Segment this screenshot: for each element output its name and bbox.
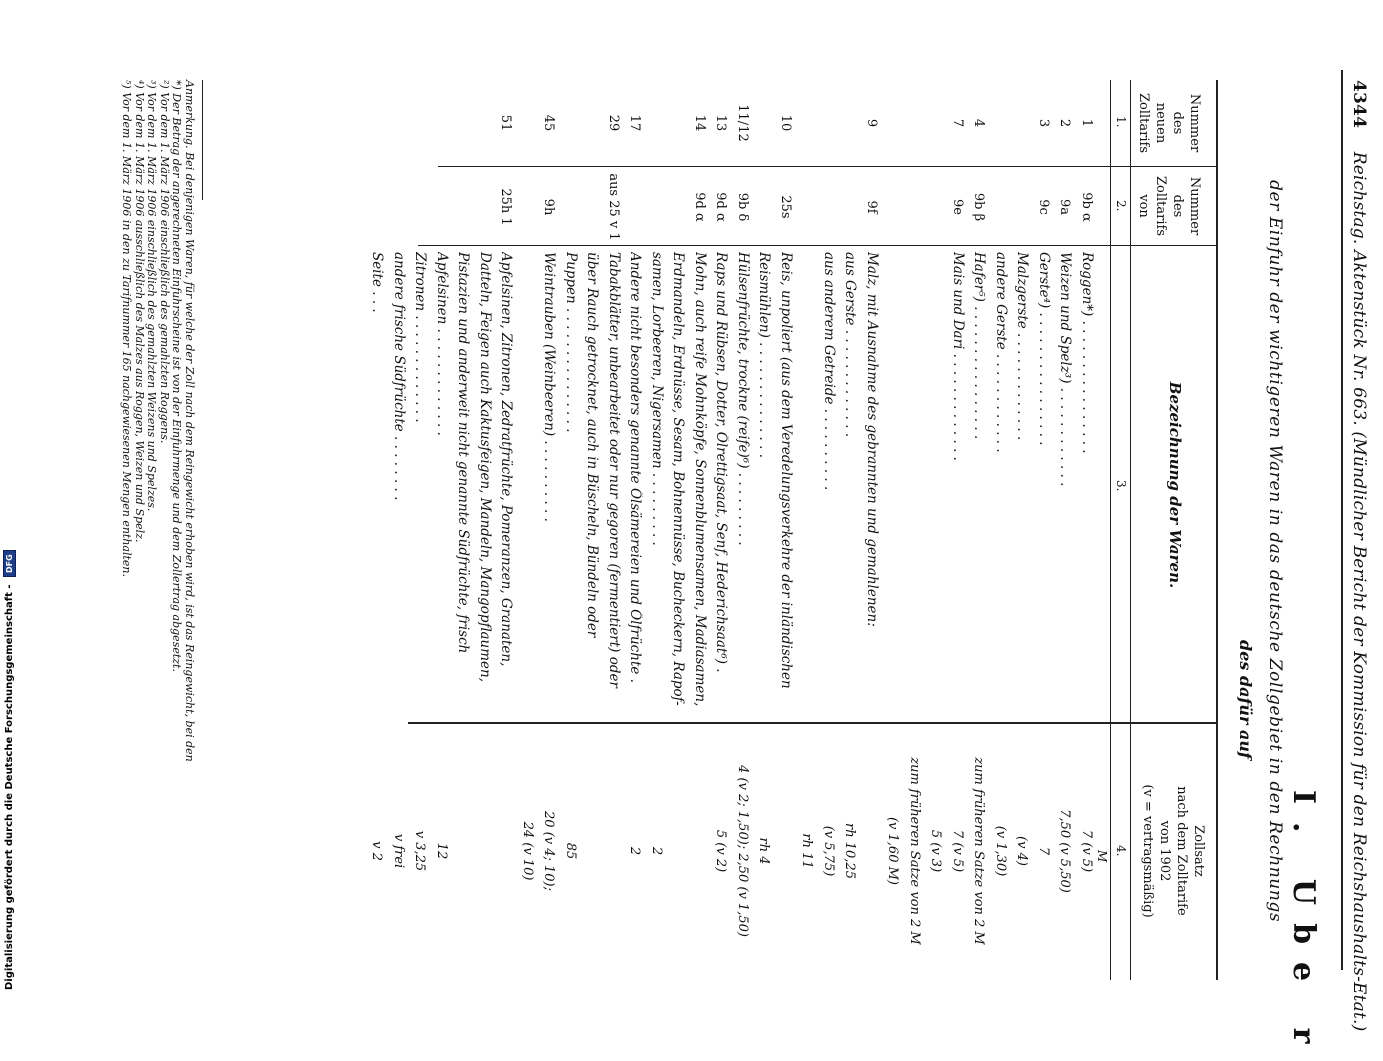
col1-header: [1135, 82, 1203, 164]
footnote: ⁴) Vor dem 1. März 1906 ausschließlich des Malzes aus Roggen, Weizen und Spelz.: [133, 80, 146, 543]
table-row: [1052, 80, 1074, 980]
row-desc: Malzgerste . . . . . . . . . . . . .: [1014, 252, 1031, 441]
row-desc: Apfelsinen . . . . . . . . . . . . .: [434, 252, 450, 436]
row-n1: 4: [971, 118, 987, 128]
row-rate: 4 (v 2; 1,50); 2,50 (v 1,50): [735, 765, 750, 937]
table-row: [708, 80, 730, 980]
row-rate: v 2: [369, 841, 385, 861]
col2-header-line: von: [1136, 194, 1151, 218]
row-rate: 20 (v 4; 10);: [541, 811, 557, 891]
title-line-2: des dafür auf: [1236, 640, 1255, 759]
section-title: I. Ube r: [1286, 790, 1321, 1061]
row-desc: Seite . . .: [369, 252, 386, 313]
table-row: [450, 80, 472, 980]
digitization-credit: [4, 550, 15, 990]
row-n1: 29: [606, 114, 621, 132]
row-rate: 2: [649, 846, 664, 856]
row-desc: aus Gerste . . . . . . . . . . . . .: [842, 252, 859, 438]
table-row: [816, 80, 838, 980]
row-rate: 7,50 (v 5,50): [1057, 809, 1073, 893]
table-row: [536, 80, 558, 980]
row-n1: 10: [778, 114, 793, 132]
row-n1: 45: [541, 114, 557, 132]
table-row: [988, 80, 1010, 980]
header-rule: [1341, 70, 1343, 970]
row-rate: (v 1,30): [993, 825, 1008, 877]
row-n1: 7: [950, 118, 965, 128]
table-row: [601, 80, 623, 980]
table-row: [859, 80, 881, 980]
row-desc: Reis, unpoliert (aus dem Veredelungsverkehre der inländischen: [778, 252, 794, 689]
row-n1: 9: [864, 118, 879, 128]
row-n2: 9h: [541, 198, 557, 216]
table-row: [579, 80, 601, 980]
row-desc: Andere nicht besonders genannte Ölsämereien und Ölfrüchte .: [627, 252, 644, 683]
row-rate: zum früheren Satze von 2 M: [907, 757, 922, 945]
footnote: *) Der Betrag der angerechneten Einfuhrscheine ist von der Einfuhrmenge und dem Zollertrag abgesetzt.: [170, 80, 184, 672]
row-desc: Mais und Dari . . . . . . . . . . . . .: [950, 252, 966, 461]
table-row: [429, 80, 451, 980]
row-desc: Malz, mit Ausnahme des gebrannten und gemahlenen:: [864, 252, 880, 627]
table-row: [644, 80, 666, 980]
col2-header-line: Nummer: [1187, 176, 1202, 236]
col1-header-line: neuen: [1153, 102, 1168, 144]
table-row: [1009, 80, 1031, 980]
row-n1: 1: [1079, 118, 1094, 128]
table-top-rule: [1216, 80, 1218, 980]
unit-label: M: [1095, 850, 1109, 863]
row-rate: zum früheren Satze von 2 M: [971, 757, 987, 945]
row-desc: Weintrauben (Weinbeeren) . . . . . . . . . .: [541, 252, 558, 522]
row-n2: 9c: [1036, 199, 1051, 215]
row-rate: v frei: [391, 833, 406, 869]
row-rate: 85: [563, 842, 578, 860]
row-desc: Roggen*) . . . . . . . . . . . . . . . .: [1079, 252, 1095, 454]
row-n2: 25h 1: [498, 188, 514, 226]
page-number: 4344: [1349, 80, 1369, 129]
row-n2: 9a: [1057, 198, 1073, 216]
row-desc: andere Gerste . . . . . . . . . . . .: [993, 252, 1009, 453]
row-rate: rh 10,25: [842, 823, 858, 879]
col2-header-line: Zolltarifs: [1153, 175, 1168, 236]
row-n1: 3: [1036, 118, 1051, 128]
row-rate: (v 5,75): [821, 825, 836, 877]
credit-text: Digitalisierung gefördert durch die Deutsche Forschungsgemeinschaft -: [4, 584, 15, 990]
row-rate: (v 4): [1014, 836, 1030, 866]
row-desc: Datteln, Feigen auch Kaktusfeigen, Mandeln, Mangopflaumen,: [477, 252, 493, 683]
table-row: [1031, 80, 1053, 980]
row-n2: 25s: [778, 195, 793, 219]
row-n1: 51: [498, 114, 514, 132]
row-rate: 7 (v 5): [950, 829, 965, 873]
table-row: [407, 80, 429, 980]
col4-header-line: nach dem Zolltarife: [1174, 786, 1189, 916]
row-rate: 7: [1036, 846, 1051, 856]
table-row: [558, 80, 580, 980]
row-desc: Erdmandeln, Erdnüsse, Sesam, Bohnennüsse, Bucheckern, Rapof-: [670, 252, 687, 706]
row-n1: 2: [1057, 118, 1073, 128]
col-number-4: 4.: [1114, 845, 1128, 857]
row-desc: Apfelsinen, Zitronen, Zedratfrüchte, Pomeranzen, Granaten,: [498, 252, 515, 667]
row-n2: 9d α: [692, 192, 707, 222]
row-n2: 9b δ: [735, 192, 750, 222]
dfg-logo-icon: DFG: [3, 550, 16, 577]
table-row: [493, 80, 515, 980]
row-n1: 17: [627, 114, 643, 132]
row-desc: über Rauch getrocknet, auch in Büscheln, Bündeln oder: [584, 252, 601, 638]
title-line-1: der Einfuhr der wichtigeren Waren in das deutsche Zollgebiet in den Rechnungs: [1265, 180, 1285, 923]
col4-header-line: Zollsatz: [1191, 825, 1206, 877]
row-rate: 5 (v 2): [713, 829, 729, 873]
row-desc: Pistazien und anderweit nicht genannte Südfrüchte, frisch: [455, 252, 472, 654]
row-desc: Reismühlen) . . . . . . . . . . . . . .: [756, 252, 773, 459]
row-desc: Zitronen . . . . . . . . . . . . .: [412, 252, 429, 423]
row-n2: 9b β: [971, 192, 987, 222]
row-n2: 9e: [950, 199, 965, 215]
table-row: [751, 80, 773, 980]
footnotes: [120, 80, 195, 980]
row-desc: Raps und Rübsen, Dotter, Ölrettigsaat, Senf, Hederichsaat⁶) .: [713, 252, 730, 673]
row-desc: Tabakblätter, unbearbeitet oder nur gegoren (fermentiert) oder: [606, 252, 622, 688]
row-n1: 14: [692, 114, 707, 132]
row-rate: 7 (v 5): [1079, 829, 1094, 873]
col1-header-line: Zolltarifs: [1136, 92, 1151, 153]
row-n1: 11/12: [735, 104, 750, 142]
row-rate: 2: [627, 846, 643, 856]
running-header: [1349, 80, 1369, 1031]
table-row: [902, 80, 924, 980]
col3-header: Bezeichnung der Waren.: [1166, 381, 1184, 589]
row-n2: 9b α: [1079, 192, 1094, 222]
row-rate: 5 (v 3): [928, 829, 944, 873]
row-rate: 12: [434, 842, 449, 860]
row-desc: Hafer⁵) . . . . . . . . . . . . . . . .: [971, 252, 988, 440]
table-row: [472, 80, 494, 980]
footnote: ²) Vor dem 1. März 1906 einschließlich des gemahlzten Roggens.: [158, 80, 171, 444]
row-rate: rh 4: [756, 837, 772, 865]
column-number-rule: [1130, 80, 1131, 980]
row-n2: 9f: [864, 200, 879, 214]
footnote: ⁵) Vor dem 1. März 1906 in den zu Tarifnummer 165 nachgewiesenen Mengen enthalten.: [120, 80, 134, 578]
col4-header: [1139, 726, 1207, 976]
table-row: [665, 80, 687, 980]
col1-header-line: des: [1170, 111, 1185, 135]
row-desc: samen, Lorbeeren, Nigersamen . . . . . . . . .: [649, 252, 665, 546]
row-rate: (v 1,60 M): [885, 816, 901, 885]
row-desc: andere frische Südfrüchte . . . . . . . .: [391, 252, 407, 501]
col-number-2: 2.: [1114, 200, 1128, 212]
table-row: [794, 80, 816, 980]
row-rate: rh 11: [799, 833, 815, 869]
table-row: [966, 80, 988, 980]
table-row: [515, 80, 537, 980]
table-row: [945, 80, 967, 980]
running-title: Reichstag. Aktenstück Nr. 663. (Mündlicher Bericht der Kommission für den Reichshaushalts-Etat.): [1349, 151, 1369, 1032]
row-desc: Hülsenfrüchte, trockne (reife)⁶) . . . . . . . . .: [735, 252, 751, 546]
table-row: [773, 80, 795, 980]
table-row: [880, 80, 902, 980]
row-desc: aus anderem Getreide . . . . . . . . . .: [821, 252, 837, 491]
col1-header-line: Nummer: [1187, 93, 1202, 153]
col-number-3: 3.: [1114, 480, 1128, 492]
row-rate: 24 (v 10): [520, 821, 535, 881]
row-desc: Mohn, auch reife Mohnköpfe, Sonnenblumensamen, Madiasamen,: [692, 252, 708, 707]
col2-header-line: des: [1170, 194, 1185, 218]
table-row: [364, 80, 386, 980]
row-desc: Gerste⁴) . . . . . . . . . . . . . . . .: [1036, 252, 1052, 446]
table-row: [923, 80, 945, 980]
row-n1: 13: [713, 114, 729, 132]
footnote: ³) Vor dem 1. März 1906 einschließlich des gemahlzten Weizens und Spelzes.: [145, 80, 159, 512]
footnote-rule: [202, 80, 203, 200]
row-desc: Weizen und Spelz³) . . . . . . . . . . . .: [1057, 252, 1074, 487]
col4-header-line: von 1902: [1157, 820, 1172, 882]
table-row: [1074, 80, 1096, 980]
table-row: [386, 80, 408, 980]
col2-header: [1135, 168, 1203, 244]
table-row: [837, 80, 859, 980]
col4-header-line: (v = vertragsmäßig): [1140, 784, 1155, 918]
footnote: Anmerkung. Bei denjenigen Waren, für welche der Zoll nach dem Reingewicht erhoben wird, ist das Reingewicht, bei den: [183, 80, 196, 762]
table-row: [622, 80, 644, 980]
row-n2: 9d α: [713, 192, 729, 222]
row-desc: Puppen . . . . . . . . . . . . . . .: [563, 252, 579, 433]
table-row: [687, 80, 709, 980]
column-number-rule-2: [1110, 80, 1111, 980]
row-n2: aus 25 v 1: [606, 173, 621, 241]
row-rate: v 3,25: [412, 830, 428, 872]
table-row: [730, 80, 752, 980]
col-number-1: 1.: [1114, 116, 1128, 128]
